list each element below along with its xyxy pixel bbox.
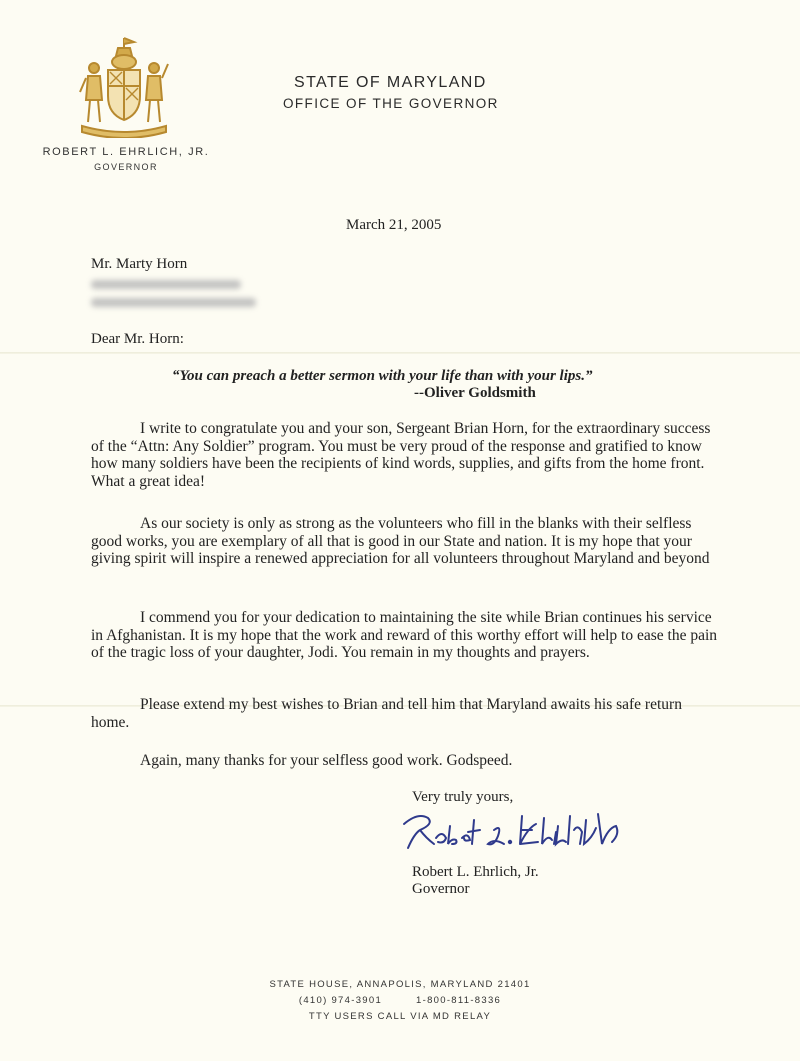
redacted-city-address	[91, 298, 256, 307]
recipient-name: Mr. Marty Horn	[91, 256, 188, 272]
footer-address: STATE HOUSE, ANNAPOLIS, MARYLAND 21401	[269, 979, 531, 990]
governor-title: GOVERNOR	[94, 162, 158, 172]
footer-phone: (410) 974-3901	[298, 995, 383, 1006]
epigraph-quote: “You can preach a better sermon with your life than with your lips.”	[172, 368, 593, 384]
letterhead-state: STATE OF MARYLAND	[294, 74, 487, 91]
signer-name: Robert L. Ehrlich, Jr.	[412, 864, 539, 880]
letterhead-office: OFFICE OF THE GOVERNOR	[283, 96, 499, 111]
footer-phones	[0, 995, 800, 1006]
epigraph-author: --Oliver Goldsmith	[414, 385, 536, 401]
letter-date: March 21, 2005	[346, 217, 442, 233]
salutation: Dear Mr. Horn:	[91, 331, 184, 347]
paper-fold-line	[0, 352, 800, 354]
handwritten-signature	[398, 808, 630, 858]
signer-title: Governor	[412, 881, 470, 897]
closing: Very truly yours,	[412, 789, 514, 805]
governor-name: ROBERT L. EHRLICH, JR.	[42, 146, 210, 158]
body-paragraph: Please extend my best wishes to Brian and tell him that Maryland awaits his safe return home.	[91, 696, 682, 731]
body-paragraph: I commend you for your dedication to maintaining the site while Brian continues his service in Afghanistan. It is my hope that the work and reward of this worthy effort will help to ease the pain of the tragic loss of your daughter, Jodi. You remain in my thoughts and prayers.	[91, 609, 718, 661]
body-paragraph: I write to congratulate you and your son, Sergeant Brian Horn, for the extraordinary success of the “Attn: Any Soldier” program. You must be very proud of the response and gratified to know how many soldiers have been the recipients of kind words, supplies, and gifts from the home front. What a great idea!	[91, 420, 711, 490]
redacted-street-address	[91, 280, 241, 289]
footer-tty-relay: TTY USERS CALL VIA MD RELAY	[308, 1011, 492, 1022]
footer-toll-free: 1-800-811-8336	[416, 995, 502, 1006]
body-paragraph: As our society is only as strong as the volunteers who fill in the blanks with their selfless good works, you are exemplary of all that is good in our State and nation. It is my hope that your giving spirit will inspire a renewed appreciation for all volunteers throughout Maryland and beyond	[91, 515, 710, 567]
body-paragraph: Again, many thanks for your selfless good work. Godspeed.	[140, 752, 513, 769]
maryland-great-seal-icon	[74, 34, 174, 138]
